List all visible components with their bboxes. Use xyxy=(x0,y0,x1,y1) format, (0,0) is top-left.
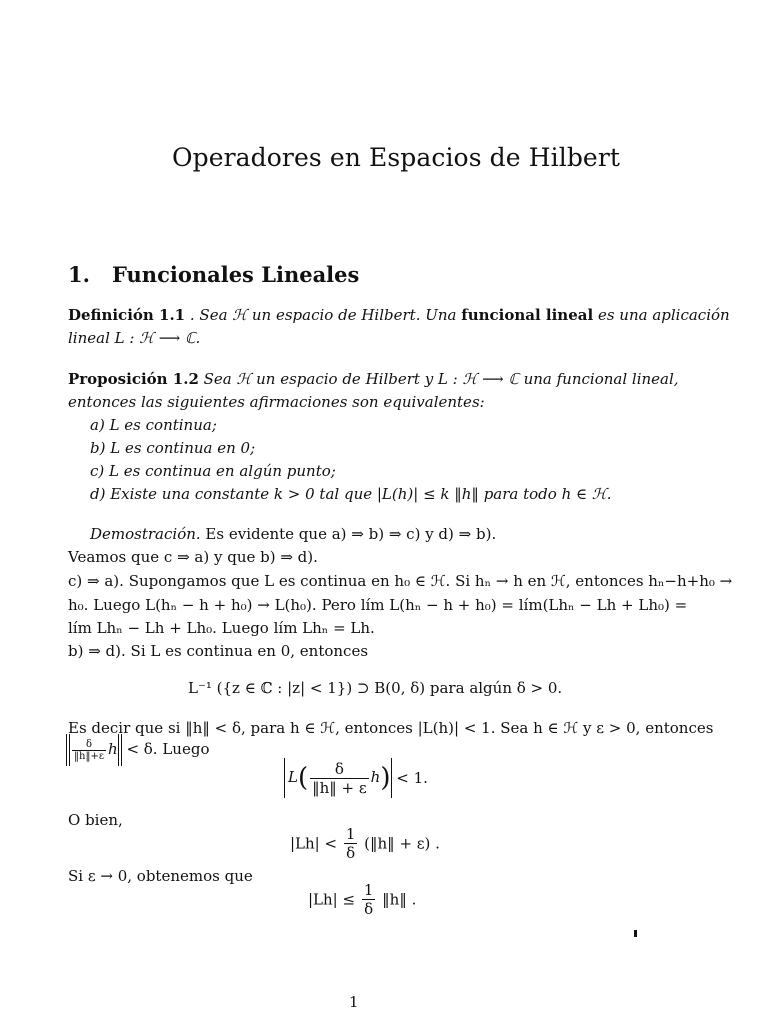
proposition-item-c: c) L es continua en algún punto; xyxy=(90,462,336,480)
proof-line-10: Si ε → 0, obtenemos que xyxy=(68,867,253,885)
eq2-variable: h xyxy=(370,768,381,786)
document-title: Operadores en Espacios de Hilbert xyxy=(172,143,621,172)
margin-mark xyxy=(634,930,637,937)
proposition-label: Proposición 1.2 xyxy=(68,370,199,388)
proposition-line-1 xyxy=(68,370,679,388)
section-number: 1. xyxy=(68,262,90,287)
definition-line-1 xyxy=(68,306,730,324)
display-equation-1: L⁻¹ ({z ∈ ℂ : |z| < 1}) ⊃ B(0, δ) para algún δ > 0. xyxy=(188,679,563,697)
definition-label: Definición 1.1 xyxy=(68,306,186,324)
eq2-fraction: $\frac{\delta}{‖h‖ + \varepsilon}$ xyxy=(312,759,367,797)
proof-line-9: O bien, xyxy=(68,811,123,829)
eq4-rhs: ‖h‖ . xyxy=(377,890,417,909)
definition-text-post: es una aplicación xyxy=(593,306,730,324)
proof-label: Demostración. xyxy=(90,525,201,543)
proof-line-2: Veamos que c ⇒ a) y que b) ⇒ d). xyxy=(68,548,318,566)
display-equation-4 xyxy=(308,881,416,918)
display-equation-3 xyxy=(290,825,440,862)
eq3-rhs: (‖h‖ + ε) . xyxy=(359,834,440,853)
definition-line-2: lineal L : ℋ ⟶ ℂ. xyxy=(68,329,201,347)
proposition-line-2: entonces las siguientes afirmaciones son equivalentes: xyxy=(68,393,485,411)
proof-line-6: b) ⇒ d). Si L es continua en 0, entonces xyxy=(68,642,369,660)
display-equation-2 xyxy=(284,758,428,798)
eq4-lhs: |Lh| ≤ xyxy=(308,890,360,909)
proposition-item-a: a) L es continua; xyxy=(90,416,217,434)
proof-line-5: lím Lhₙ − Lh + Lh₀. Luego lím Lhₙ = Lh. xyxy=(68,619,375,637)
proof-text-1: Es evidente que a) ⇒ b) ⇒ c) y d) ⇒ b). xyxy=(200,525,497,543)
proof-line-3: c) ⇒ a). Supongamos que L es continua en h₀ ∈ ℋ. Si hₙ → h en ℋ, entonces hₙ−h+h₀ → xyxy=(68,572,733,590)
proof-line-7: Es decir que si ‖h‖ < δ, para h ∈ ℋ, entonces |L(h)| < 1. Sea h ∈ ℋ y ε > 0, entonces xyxy=(68,719,714,737)
norm-bar-left xyxy=(66,734,70,766)
norm-bar-right xyxy=(118,734,122,766)
proof-text-8: < δ. Luego xyxy=(121,740,210,758)
section-title: Funcionales Lineales xyxy=(112,262,360,287)
fraction-variable: h xyxy=(108,740,118,758)
eq2-tail: < 1. xyxy=(391,769,428,787)
definition-term: funcional lineal xyxy=(461,306,594,324)
paren-open: ( xyxy=(297,763,309,793)
proposition-text: Sea ℋ un espacio de Hilbert y L : ℋ ⟶ ℂ una funcional lineal, xyxy=(198,370,679,388)
small-fraction: $\frac{\delta}{‖h‖+\varepsilon}$ xyxy=(74,738,104,762)
definition-text-pre: . Sea ℋ un espacio de Hilbert. Una xyxy=(185,306,462,324)
proof-line-8 xyxy=(66,734,209,766)
eq4-fraction: $\frac{1}{\delta}$ xyxy=(363,881,374,918)
eq3-lhs: |Lh| < xyxy=(290,834,342,853)
proof-line-1 xyxy=(90,525,496,543)
paren-close: ) xyxy=(380,763,391,793)
page-number: 1 xyxy=(349,993,359,1011)
proposition-item-d: d) Existe una constante k > 0 tal que |L(h)| ≤ k ‖h‖ para todo h ∈ ℋ. xyxy=(90,485,612,503)
proposition-item-b: b) L es continua en 0; xyxy=(90,439,256,457)
proof-line-4: h₀. Luego L(hₙ − h + h₀) → L(h₀). Pero lím L(hₙ − h + h₀) = lím(Lhₙ − Lh + Lh₀) = xyxy=(68,596,688,614)
eq3-fraction: $\frac{1}{\delta}$ xyxy=(345,825,356,862)
eq2-operator: L xyxy=(288,768,298,786)
abs-bar-left xyxy=(284,758,285,798)
section-heading xyxy=(68,262,359,287)
